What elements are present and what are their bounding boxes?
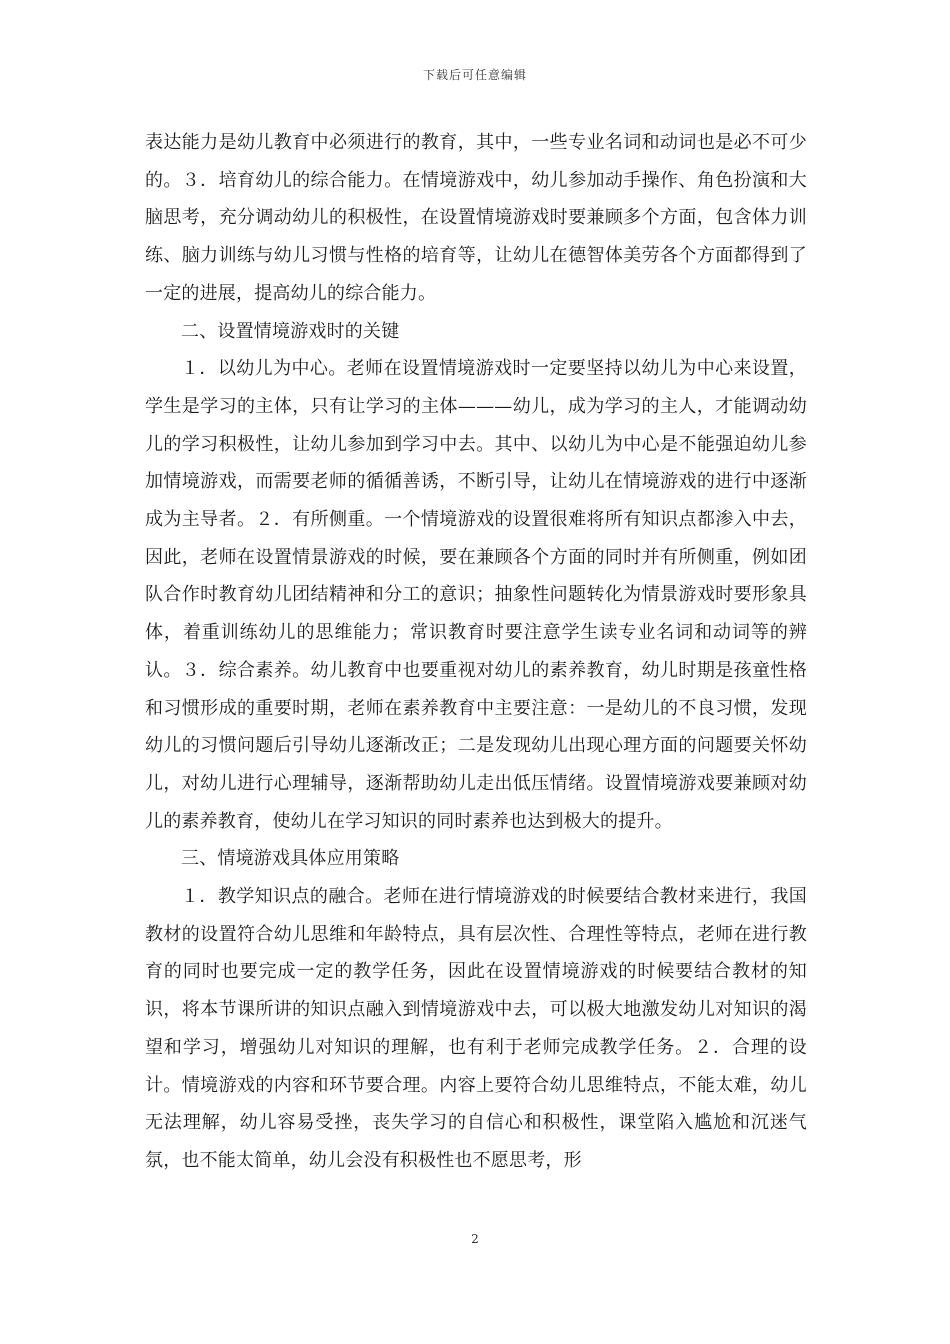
- document-body: [145, 124, 807, 1180]
- section-heading-3: 三、情境游戏具体应用策略: [181, 848, 400, 870]
- paragraph-section-2: １．以幼儿为中心。老师在设置情境游戏时一定要坚持以幼儿为中心来设置，学生是学习的主体，只有让学习的主体———幼儿，成为学习的主人，才能调动幼儿的学习积极性，让幼儿参加到学习中去。其中、以幼儿为中心是不能强迫幼儿参加情境游戏，而需要老师的循循善诱，不断引导，让幼儿在情境游戏的进行中逐渐成为主导者。２．有所侧重。一个情境游戏的设置很难将所有知识点都渗入中去，因此，老师在设置情景游戏的时候，要在兼顾各个方面的同时并有所侧重，例如团队合作时教育幼儿团结精神和分工的意识；抽象性问题转化为情景游戏时要形象具体，着重训练幼儿的思维能力；常识教育时要注意学生读专业名词和动词等的辨认。３．综合素养。幼儿教育中也要重视对幼儿的素养教育，幼儿时期是孩童性格和习惯形成的重要时期，老师在素养教育中主要注意：一是幼儿的不良习惯，发现幼儿的习惯问题后引导幼儿逐渐改正；二是发现幼儿出现心理方面的问题要关怀幼儿，对幼儿进行心理辅导，逐渐帮助幼儿走出低压情绪。设置情境游戏要兼顾对幼儿的素养教育，使幼儿在学习知识的同时素养也达到极大的提升。: [145, 358, 807, 832]
- paragraph-continuation: 表达能力是幼儿教育中必须进行的教育，其中，一些专业名词和动词也是必不可少的。３．培育幼儿的综合能力。在情境游戏中，幼儿参加动手操作、角色扮演和大脑思考，充分调动幼儿的积极性，在设置情境游戏时要兼顾多个方面，包含体力训练、脑力训练与幼儿习惯与性格的培育等，让幼儿在德智体美劳各个方面都得到了一定的进展，提高幼儿的综合能力。: [145, 132, 807, 304]
- page-number: 2: [471, 1232, 479, 1246]
- page-header: 下载后可任意编辑: [422, 68, 527, 82]
- section-heading-2: 二、设置情境游戏时的关键: [181, 320, 400, 342]
- paragraph-section-3: １．教学知识点的融合。老师在进行情境游戏的时候要结合教材来进行，我国教材的设置符合幼儿思维和年龄特点，具有层次性、合理性等特点，老师在进行教育的同时也要完成一定的教学任务，因此在设置情境游戏的时候要结合教材的知识，将本节课所讲的知识点融入到情境游戏中去，可以极大地激发幼儿对知识的渴望和学习，增强幼儿对知识的理解，也有利于老师完成教学任务。２．合理的设计。情境游戏的内容和环节要合理。内容上要符合幼儿思维特点，不能太难，幼儿无法理解，幼儿容易受挫，丧失学习的自信心和积极性，课堂陷入尴尬和沉迷气氛，也不能太简单，幼儿会没有积极性也不愿思考，形: [145, 886, 807, 1171]
